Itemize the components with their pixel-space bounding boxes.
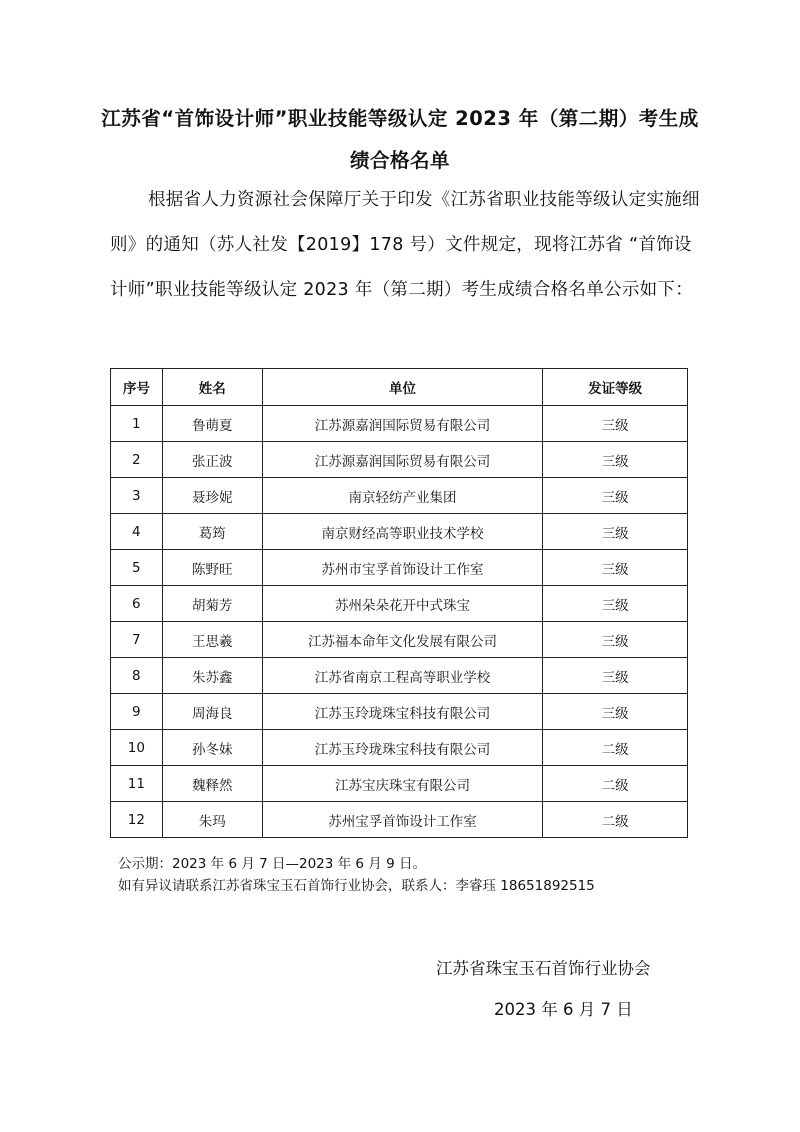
table-row [111, 766, 688, 802]
cell-grade: 三级 [543, 658, 688, 694]
table-row [111, 442, 688, 478]
cell-org: 江苏玉玲珑珠宝科技有限公司 [262, 694, 542, 730]
table-row [111, 514, 688, 550]
cell-org: 江苏宝庆珠宝有限公司 [262, 766, 542, 802]
cell-org: 江苏玉玲珑珠宝科技有限公司 [262, 730, 542, 766]
cell-org: 江苏源嘉润国际贸易有限公司 [262, 406, 542, 442]
cell-org: 苏州朵朵花开中式珠宝 [262, 586, 542, 622]
cell-no: 2 [111, 442, 163, 478]
signature-date: 2023 年 6 月 7 日 [494, 1000, 633, 1019]
cell-org: 南京财经高等职业技术学校 [262, 514, 542, 550]
cell-no: 7 [111, 622, 163, 658]
cell-name: 葛筠 [162, 514, 262, 550]
cell-no: 6 [111, 586, 163, 622]
header-name: 姓名 [162, 369, 262, 406]
cell-org: 江苏源嘉润国际贸易有限公司 [262, 442, 542, 478]
cell-grade: 二级 [543, 802, 688, 838]
cell-name: 朱苏鑫 [162, 658, 262, 694]
table-row [111, 406, 688, 442]
cell-grade: 三级 [543, 442, 688, 478]
table-row [111, 478, 688, 514]
intro-paragraph: 根据省人力资源社会保障厅关于印发《江苏省职业技能等级认定实施细则》的通知（苏人社发【2019】178 号）文件规定，现将江苏省 “首饰设计师”职业技能等级认定 2023 年（第二期）考生成绩合格名单公示如下： [110, 190, 700, 300]
table-row [111, 550, 688, 586]
cell-name: 张正波 [162, 442, 262, 478]
cell-grade: 三级 [543, 550, 688, 586]
table-body [111, 406, 688, 838]
header-org: 单位 [262, 369, 542, 406]
cell-name: 胡菊芳 [162, 586, 262, 622]
cell-name: 聂珍妮 [162, 478, 262, 514]
cell-name: 孙冬妹 [162, 730, 262, 766]
cell-name: 朱玛 [162, 802, 262, 838]
cell-no: 11 [111, 766, 163, 802]
cell-no: 12 [111, 802, 163, 838]
cell-grade: 三级 [543, 406, 688, 442]
cell-name: 陈野旺 [162, 550, 262, 586]
notice-contact: 如有异议请联系江苏省珠宝玉石首饰行业协会，联系人：李睿珏 18651892515 [118, 878, 595, 894]
cell-no: 1 [111, 406, 163, 442]
table-header-row [111, 369, 688, 406]
cell-name: 王思羲 [162, 622, 262, 658]
cell-org: 南京轻纺产业集团 [262, 478, 542, 514]
cell-no: 8 [111, 658, 163, 694]
cell-grade: 三级 [543, 514, 688, 550]
candidate-table [110, 368, 688, 838]
header-no: 序号 [111, 369, 163, 406]
table-row [111, 658, 688, 694]
cell-grade: 三级 [543, 586, 688, 622]
table-row [111, 730, 688, 766]
cell-name: 周海良 [162, 694, 262, 730]
table-row [111, 622, 688, 658]
document-title: 江苏省“首饰设计师”职业技能等级认定 2023 年（第二期）考生成绩合格名单 [101, 107, 699, 172]
cell-org: 苏州市宝孚首饰设计工作室 [262, 550, 542, 586]
signature-org: 江苏省珠宝玉石首饰行业协会 [436, 959, 651, 978]
header-grade: 发证等级 [543, 369, 688, 406]
cell-grade: 三级 [543, 622, 688, 658]
cell-org: 江苏省南京工程高等职业学校 [262, 658, 542, 694]
notice-block [118, 853, 595, 897]
table-row [111, 586, 688, 622]
cell-name: 魏释然 [162, 766, 262, 802]
cell-no: 4 [111, 514, 163, 550]
cell-name: 鲁萌夏 [162, 406, 262, 442]
cell-grade: 三级 [543, 478, 688, 514]
cell-org: 江苏福本命年文化发展有限公司 [262, 622, 542, 658]
table-row [111, 802, 688, 838]
cell-no: 10 [111, 730, 163, 766]
cell-org: 苏州宝孚首饰设计工作室 [262, 802, 542, 838]
cell-no: 5 [111, 550, 163, 586]
cell-grade: 二级 [543, 766, 688, 802]
table-row [111, 694, 688, 730]
cell-grade: 二级 [543, 730, 688, 766]
cell-no: 3 [111, 478, 163, 514]
cell-no: 9 [111, 694, 163, 730]
notice-period: 公示期：2023 年 6 月 7 日—2023 年 6 月 9 日。 [118, 856, 426, 872]
cell-grade: 三级 [543, 694, 688, 730]
